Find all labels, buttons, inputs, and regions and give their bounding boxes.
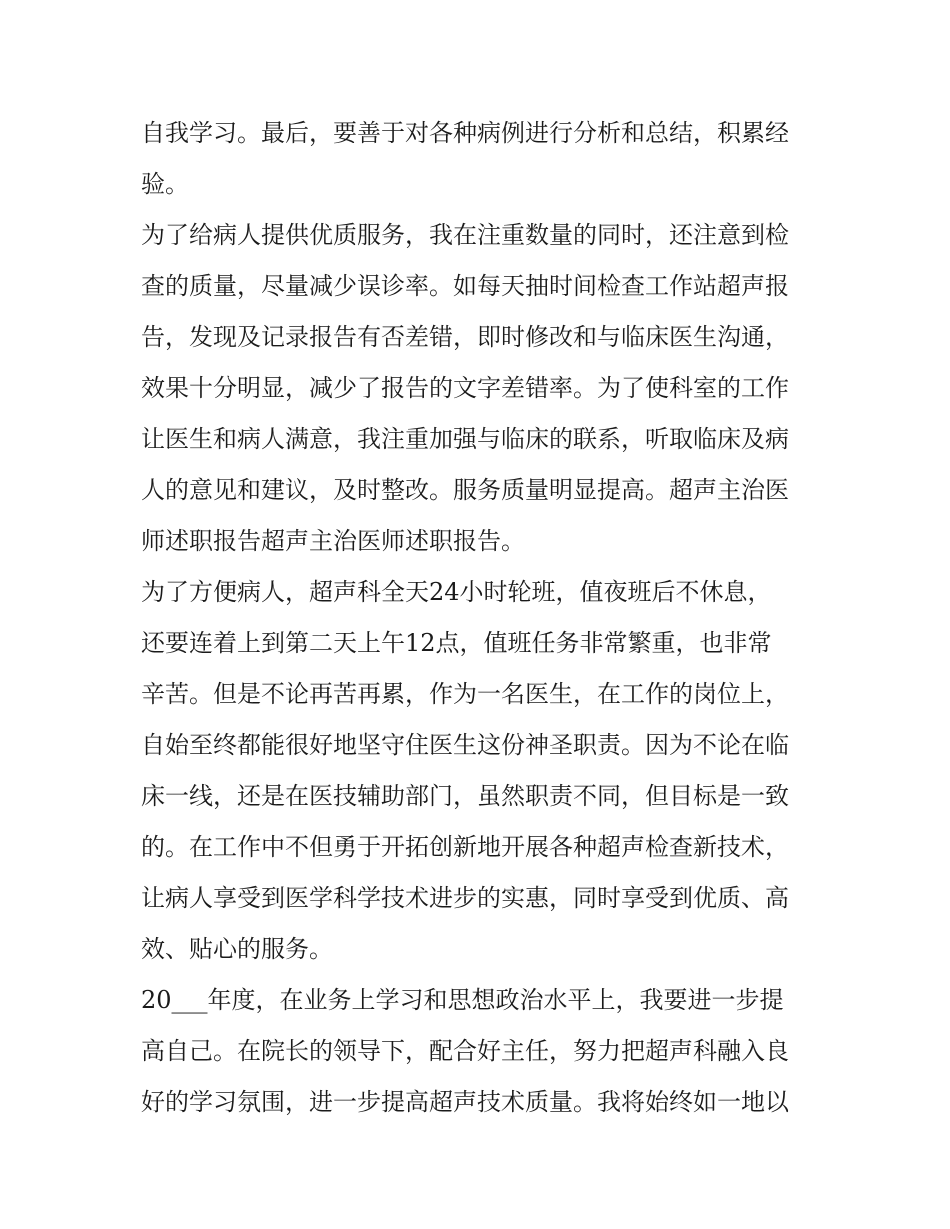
text-line: 为了方便病人，超声科全天24小时轮班，值夜班后不休息， xyxy=(141,578,772,606)
text-line: 高自己。在院长的领导下，配合好主任，努力把超声科融入良 xyxy=(141,1037,789,1065)
text-line: 好的学习氛围，进一步提高超声技术质量。我将始终如一地以 xyxy=(141,1088,789,1116)
text-line: 验。 xyxy=(141,170,189,198)
text-line: 辛苦。但是不论再苦再累，作为一名医生，在工作的岗位上， xyxy=(141,680,789,708)
text-line: 让医生和病人满意，我注重加强与临床的联系，听取临床及病 xyxy=(141,425,789,453)
text-line: 让病人享受到医学科学技术进步的实惠，同时享受到优质、高 xyxy=(141,884,789,912)
text-line: 的。在工作中不但勇于开拓创新地开展各种超声检查新技术， xyxy=(141,833,789,861)
text-line: 自始至终都能很好地坚守住医生这份神圣职责。因为不论在临 xyxy=(141,731,789,759)
text-line: 告，发现及记录报告有否差错，即时修改和与临床医生沟通， xyxy=(141,323,789,351)
text-line: 查的质量，尽量减少误诊率。如每天抽时间检查工作站超声报 xyxy=(141,272,789,300)
text-line: 为了给病人提供优质服务，我在注重数量的同时，还注意到检 xyxy=(141,221,789,249)
text-line: 还要连着上到第二天上午12点，值班任务非常繁重，也非常 xyxy=(141,629,772,657)
text-line: 效、贴心的服务。 xyxy=(141,935,333,963)
text-line: 床一线，还是在医技辅助部门，虽然职责不同，但目标是一致 xyxy=(141,782,789,810)
text-line: 师述职报告超声主治医师述职报告。 xyxy=(141,527,525,555)
text-line: 效果十分明显，减少了报告的文字差错率。为了使科室的工作 xyxy=(141,374,789,402)
text-line: 自我学习。最后，要善于对各种病例进行分析和总结，积累经 xyxy=(141,119,789,147)
document-body xyxy=(141,108,821,1128)
text-line: 人的意见和建议，及时整改。服务质量明显提高。超声主治医 xyxy=(141,476,789,504)
text-line: 20___年度，在业务上学习和思想政治水平上，我要进一步提 xyxy=(141,986,784,1014)
